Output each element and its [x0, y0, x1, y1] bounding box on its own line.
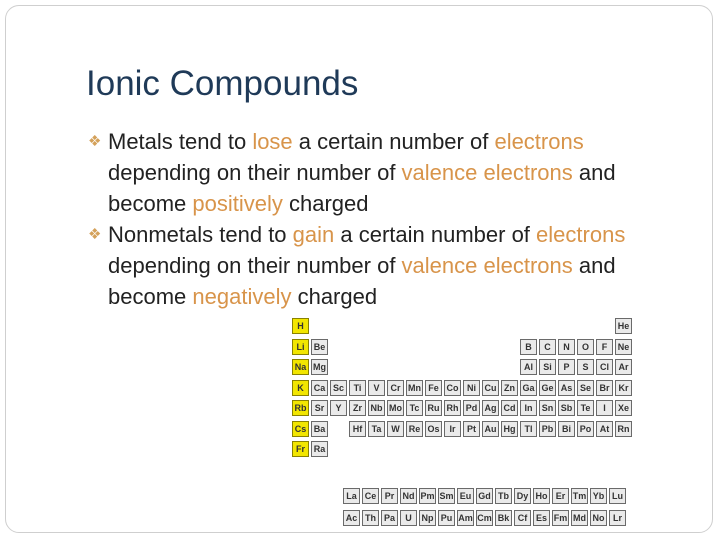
element-bi: Bi: [558, 421, 575, 437]
bullet-text: depending on their number of: [108, 160, 402, 185]
element-tl: Tl: [520, 421, 537, 437]
element-ac: Ac: [343, 510, 360, 526]
bullet-text: Nonmetals tend to: [108, 222, 293, 247]
element-eu: Eu: [457, 488, 474, 504]
element-rh: Rh: [444, 400, 461, 416]
element-sb: Sb: [558, 400, 575, 416]
element-cr: Cr: [387, 380, 404, 396]
bullet-item-nonmetals: [88, 219, 688, 312]
element-cf: Cf: [514, 510, 531, 526]
element-i: I: [596, 400, 613, 416]
element-gd: Gd: [476, 488, 493, 504]
bullet-text: and become: [108, 253, 616, 309]
element-cl: Cl: [596, 359, 613, 375]
element-pr: Pr: [381, 488, 398, 504]
element-cm: Cm: [476, 510, 493, 526]
element-hf: Hf: [349, 421, 366, 437]
element-y: Y: [330, 400, 347, 416]
element-si: Si: [539, 359, 556, 375]
element-al: Al: [520, 359, 537, 375]
bullet-marker-icon: ❖: [88, 133, 102, 150]
bullet-marker-icon: ❖: [88, 226, 102, 243]
element-cu: Cu: [482, 380, 499, 396]
element-lu: Lu: [609, 488, 626, 504]
element-no: No: [590, 510, 607, 526]
bullet-text-metals: [108, 129, 616, 216]
element-ge: Ge: [539, 380, 556, 396]
element-pb: Pb: [539, 421, 556, 437]
element-th: Th: [362, 510, 379, 526]
element-k: K: [292, 380, 309, 396]
element-zr: Zr: [349, 400, 366, 416]
slide: [5, 5, 713, 533]
element-pu: Pu: [438, 510, 455, 526]
element-ru: Ru: [425, 400, 442, 416]
element-nb: Nb: [368, 400, 385, 416]
element-cs: Cs: [292, 421, 309, 437]
slide-title: Ionic Compounds: [86, 64, 359, 103]
element-np: Np: [419, 510, 436, 526]
element-ca: Ca: [311, 380, 328, 396]
highlighted-term: valence electrons: [401, 253, 573, 278]
element-mo: Mo: [387, 400, 404, 416]
element-sn: Sn: [539, 400, 556, 416]
element-yb: Yb: [590, 488, 607, 504]
element-fr: Fr: [292, 441, 309, 457]
bullet-text: a certain number of: [292, 129, 495, 154]
highlighted-term: valence electrons: [401, 160, 573, 185]
element-tc: Tc: [406, 400, 423, 416]
element-li: Li: [292, 339, 309, 355]
element-md: Md: [571, 510, 588, 526]
element-u: U: [400, 510, 417, 526]
element-au: Au: [482, 421, 499, 437]
element-br: Br: [596, 380, 613, 396]
element-rb: Rb: [292, 400, 309, 416]
element-cd: Cd: [501, 400, 518, 416]
element-pd: Pd: [463, 400, 480, 416]
element-tb: Tb: [495, 488, 512, 504]
element-pt: Pt: [463, 421, 480, 437]
element-ce: Ce: [362, 488, 379, 504]
element-mg: Mg: [311, 359, 328, 375]
element-hg: Hg: [501, 421, 518, 437]
element-am: Am: [457, 510, 474, 526]
element-fe: Fe: [425, 380, 442, 396]
bullet-text: a certain number of: [334, 222, 537, 247]
bullet-text: Metals tend to: [108, 129, 253, 154]
highlighted-term: electrons: [494, 129, 584, 154]
highlighted-term: positively: [192, 191, 283, 216]
highlighted-term: electrons: [536, 222, 626, 247]
element-he: He: [615, 318, 632, 334]
element-o: O: [577, 339, 594, 355]
element-xe: Xe: [615, 400, 632, 416]
element-dy: Dy: [514, 488, 531, 504]
bullet-text: and become: [108, 160, 616, 216]
bullet-text: charged: [282, 191, 369, 216]
element-v: V: [368, 380, 385, 396]
bullet-list: [88, 126, 688, 312]
element-ra: Ra: [311, 441, 328, 457]
element-tm: Tm: [571, 488, 588, 504]
element-w: W: [387, 421, 404, 437]
element-fm: Fm: [552, 510, 569, 526]
element-ne: Ne: [615, 339, 632, 355]
element-sm: Sm: [438, 488, 455, 504]
element-sr: Sr: [311, 400, 328, 416]
bullet-text-nonmetals: [108, 222, 625, 309]
bullet-text: charged: [291, 284, 378, 309]
element-ga: Ga: [520, 380, 537, 396]
element-sc: Sc: [330, 380, 347, 396]
element-rn: Rn: [615, 421, 632, 437]
element-ta: Ta: [368, 421, 385, 437]
element-ba: Ba: [311, 421, 328, 437]
element-c: C: [539, 339, 556, 355]
element-s: S: [577, 359, 594, 375]
highlighted-term: negatively: [192, 284, 292, 309]
element-re: Re: [406, 421, 423, 437]
element-be: Be: [311, 339, 328, 355]
element-se: Se: [577, 380, 594, 396]
element-po: Po: [577, 421, 594, 437]
element-h: H: [292, 318, 309, 334]
element-co: Co: [444, 380, 461, 396]
element-la: La: [343, 488, 360, 504]
highlighted-term: lose: [252, 129, 293, 154]
element-zn: Zn: [501, 380, 518, 396]
element-nd: Nd: [400, 488, 417, 504]
highlighted-term: gain: [292, 222, 335, 247]
element-bk: Bk: [495, 510, 512, 526]
element-ar: Ar: [615, 359, 632, 375]
element-ag: Ag: [482, 400, 499, 416]
element-te: Te: [577, 400, 594, 416]
periodic-table: [292, 318, 676, 530]
element-ti: Ti: [349, 380, 366, 396]
element-er: Er: [552, 488, 569, 504]
element-p: P: [558, 359, 575, 375]
element-ni: Ni: [463, 380, 480, 396]
element-as: As: [558, 380, 575, 396]
element-pm: Pm: [419, 488, 436, 504]
element-lr: Lr: [609, 510, 626, 526]
bullet-text: depending on their number of: [108, 253, 402, 278]
element-pa: Pa: [381, 510, 398, 526]
element-os: Os: [425, 421, 442, 437]
element-ho: Ho: [533, 488, 550, 504]
element-f: F: [596, 339, 613, 355]
element-es: Es: [533, 510, 550, 526]
element-at: At: [596, 421, 613, 437]
element-mn: Mn: [406, 380, 423, 396]
bullet-item-metals: [88, 126, 688, 219]
element-b: B: [520, 339, 537, 355]
element-n: N: [558, 339, 575, 355]
element-ir: Ir: [444, 421, 461, 437]
element-kr: Kr: [615, 380, 632, 396]
element-in: In: [520, 400, 537, 416]
element-na: Na: [292, 359, 309, 375]
